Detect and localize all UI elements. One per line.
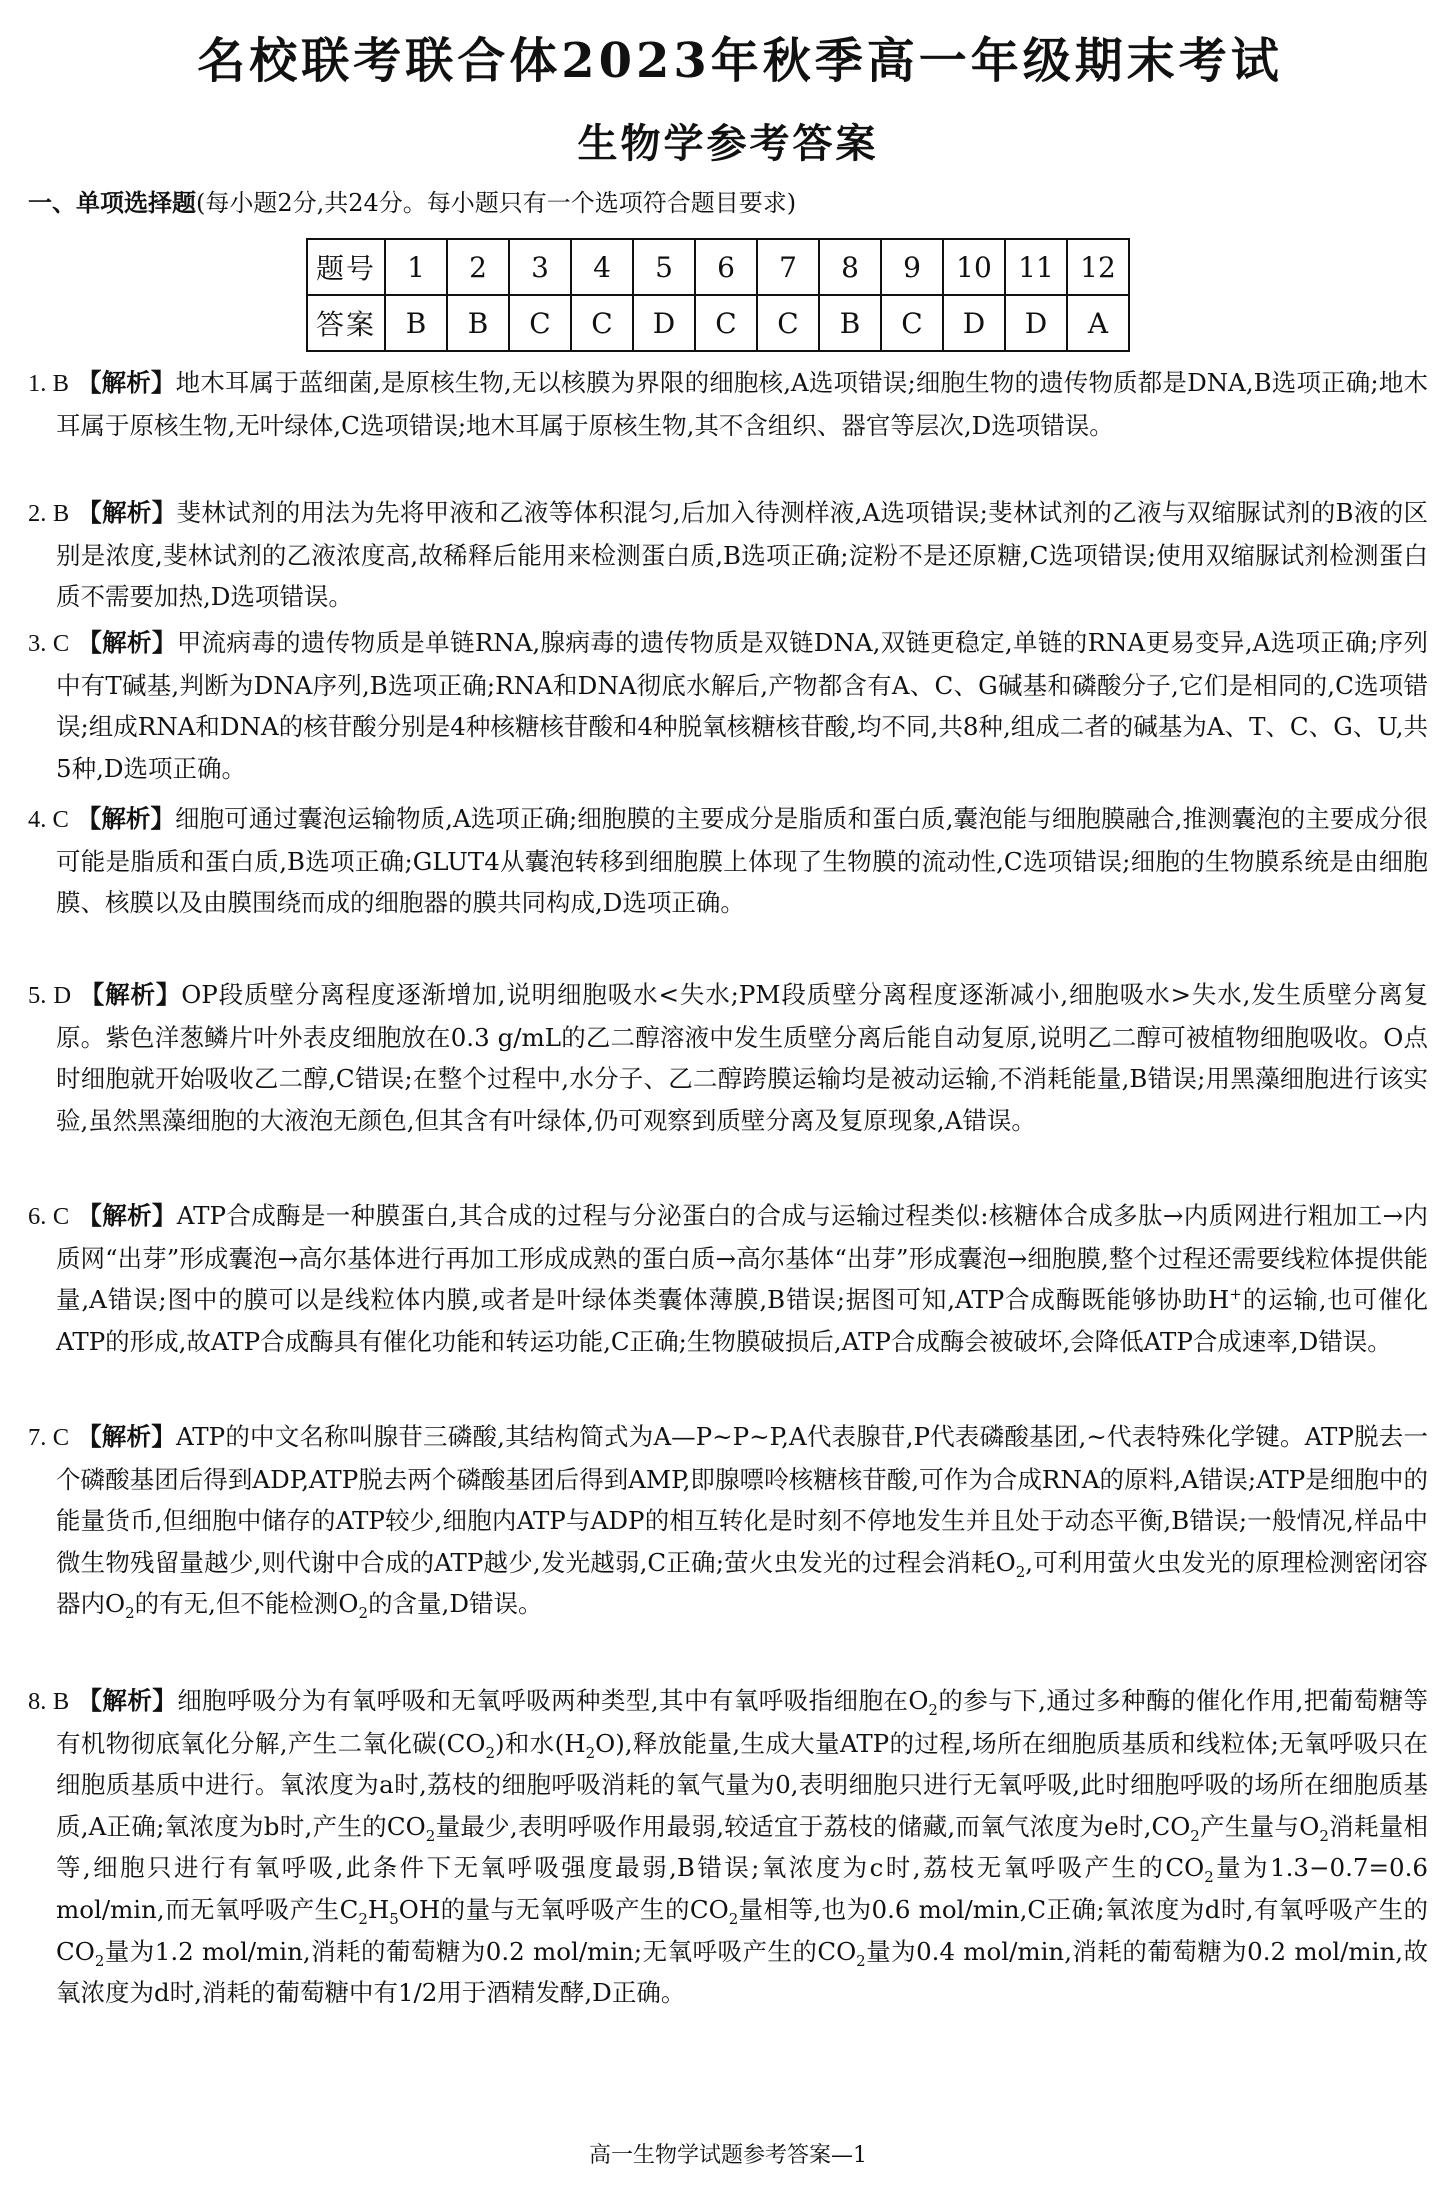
answer-cell: B [447, 295, 509, 351]
question-number: 7 [757, 239, 819, 295]
explanation-q5 [28, 974, 1428, 1141]
answer-cell: A [1067, 295, 1129, 351]
explanation-text: 细胞呼吸分为有氧呼吸和无氧呼吸两种类型,其中有氧呼吸指细胞在$O_2$的参与下,通过多种酶的催化作用,把葡萄糖等有机物彻底氧化分解,产生二氧化碳$(CO_2)$和水$(H_2O)$,释放能量,生成大量ATP的过程,场所在细胞质基质和线粒体;无氧呼吸只在细胞质基质中进行。氧浓度为a时,荔枝的细胞呼吸消耗的氧气量为0,表明细胞只进行无氧呼吸,此时细胞呼吸的场所在细胞质基质,A正确;氧浓度为b时,产生的$CO_2$量最少,表明呼吸作用最弱,较适宜于荔枝的储藏,而氧气浓度为e时$,CO_2$产生量与$O_2$消耗量相等,细胞只进行有氧呼吸,此条件下无氧呼吸强度最弱,B错误;氧浓度为c时,荔枝无氧呼吸产生的$CO_2$量为1.3−0.7=0.6 mol/min,而无氧呼吸产生$C_2H_5OH$的量与无氧呼吸产生的$CO_2$量相等,也为0.6 mol/min,C正确;氧浓度为d时,有氧呼吸产生的$CO_2$量为1.2 mol/min,消耗的葡萄糖为0.2 mol/min;无氧呼吸产生的$CO_2$量为0.4 mol/min,消耗的葡萄糖为0.2 mol/min,故氧浓度为d时,消耗的葡萄糖中有1/2用于酒精发酵,D正确。 [56, 1686, 1429, 2008]
answer-cell: C [881, 295, 943, 351]
explanation-text: 细胞可通过囊泡运输物质,A选项正确;细胞膜的主要成分是脂质和蛋白质,囊泡能与细胞膜融合,推测囊泡的主要成分很可能是脂质和蛋白质,B选项正确;GLUT4从囊泡转移到细胞膜上体现了生物膜的流动性,C选项错误;细胞的生物膜系统是由细胞膜、核膜以及由膜围绕而成的细胞器的膜共同构成,D选项正确。 [56, 804, 1429, 918]
answer-cell: D [943, 295, 1005, 351]
analysis-tag: 【解析】 [76, 804, 176, 833]
explanation-text: OP段质壁分离程度逐渐增加,说明细胞吸水<失水;PM段质壁分离程度逐渐减小,细胞吸水>失水,发生质壁分离复原。紫色洋葱鳞片叶外表皮细胞放在0.3 g/mL的乙二醇溶液中发生质壁分离后能自动复原,说明乙二醇可被植物细胞吸收。O点时细胞就开始吸收乙二醇,C错误;在整个过程中,水分子、乙二醇跨膜运输均是被动运输,不消耗能量,B错误;用黑藻细胞进行该实验,虽然黑藻细胞的大液泡无颜色,但其含有叶绿体,仍可观察到质壁分离及复原现象,A错误。 [56, 980, 1428, 1135]
analysis-tag: 【解析】 [77, 498, 177, 527]
explanation-text: 地木耳属于蓝细菌,是原核生物,无以核膜为界限的细胞核,A选项错误;细胞生物的遗传物质都是DNA,B选项正确;地木耳属于原核生物,无叶绿体,C选项错误;地木耳属于原核生物,其不含组织、器官等层次,D选项错误。 [56, 368, 1428, 440]
explanation-q4 [28, 798, 1428, 924]
analysis-tag: 【解析】 [76, 368, 176, 397]
question-number: 2 [447, 239, 509, 295]
row-label-answer: 答案 [307, 295, 385, 351]
question-answer: 2. B [28, 500, 70, 527]
question-number: 6 [695, 239, 757, 295]
exam-title: 名校联考联合体2023年秋季高一年级期末考试 [197, 33, 1283, 89]
answer-cell: C [509, 295, 571, 351]
row-label-number: 题号 [307, 239, 385, 295]
answer-table [306, 238, 1130, 352]
question-number: 1 [385, 239, 447, 295]
question-number: 3 [509, 239, 571, 295]
answer-row [307, 295, 1129, 351]
question-answer: 7. C [28, 1424, 70, 1451]
analysis-tag: 【解析】 [77, 1422, 176, 1451]
question-answer: 1. B [28, 370, 69, 397]
question-number: 8 [819, 239, 881, 295]
question-answer: 6. C [28, 1203, 70, 1230]
answer-cell: D [633, 295, 695, 351]
explanation-text: ATP合成酶是一种膜蛋白,其合成的过程与分泌蛋白的合成与运输过程类似:核糖体合成多肽→内质网进行粗加工→内质网“出芽”形成囊泡→高尔基体进行再加工形成成熟的蛋白质→高尔基体“出芽”形成囊泡→细胞膜,整个过程还需要线粒体提供能量,A错误;图中的膜可以是线粒体内膜,或者是叶绿体类囊体薄膜,B错误;据图可知,ATP合成酶既能够协助H+的运输,也可催化ATP的形成,故ATP合成酶具有催化功能和转运功能,C正确;生物膜破损后,ATP合成酶会被破坏,会降低ATP合成速率,D错误。 [56, 1201, 1428, 1356]
answer-cell: B [819, 295, 881, 351]
page-subtitle: 生物学参考答案 [577, 120, 879, 167]
explanation-q3 [28, 622, 1428, 789]
section-note: (每小题2分,共24分。每小题只有一个选项符合题目要求) [196, 189, 797, 217]
explanation-text: 甲流病毒的遗传物质是单链RNA,腺病毒的遗传物质是双链DNA,双链更稳定,单链的RNA更易变异,A选项正确;序列中有T碱基,判断为DNA序列,B选项正确;RNA和DNA彻底水解后,产物都含有A、C、G碱基和磷酸分子,它们是相同的,C选项错误;组成RNA和DNA的核苷酸分别是4种核糖核苷酸和4种脱氧核糖核苷酸,均不同,共8种,组成二者的碱基为A、T、C、G、U,共5种,D选项正确。 [56, 628, 1428, 783]
answer-cell: C [695, 295, 757, 351]
question-number: 11 [1005, 239, 1067, 295]
answer-cell: D [1005, 295, 1067, 351]
analysis-tag: 【解析】 [79, 980, 182, 1009]
explanation-q7 [28, 1416, 1428, 1625]
question-answer: 4. C [28, 806, 69, 833]
question-answer: 8. B [28, 1688, 70, 1715]
answer-cell: B [385, 295, 447, 351]
answer-cell: C [757, 295, 819, 351]
analysis-tag: 【解析】 [77, 628, 177, 657]
explanation-text: ATP的中文名称叫腺苷三磷酸,其结构简式为A—P~P~P,A代表腺苷,P代表磷酸基团,~代表特殊化学键。ATP脱去一个磷酸基团后得到ADP,ATP脱去两个磷酸基团后得到AMP,即腺嘌呤核糖核苷酸,可作为合成RNA的原料,A错误;ATP是细胞中的能量货币,但细胞中储存的ATP较少,细胞内ATP与ADP的相互转化是时刻不停地发生并且处于动态平衡,B错误;一般情况,样品中微生物残留量越少,则代谢中合成的ATP越少,发光越弱,C正确;萤火虫发光的过程会消耗$O_2$,可利用萤火虫发光的原理检测密闭容器内$O_2$的有无,但不能检测$O_2$的含量,D错误。 [56, 1422, 1429, 1623]
question-answer: 3. C [28, 630, 70, 657]
page-footer: 高一生物学试题参考答案—1 [589, 2143, 867, 2168]
section-heading [28, 183, 796, 218]
analysis-tag: 【解析】 [77, 1686, 178, 1715]
question-number: 9 [881, 239, 943, 295]
explanation-q2 [28, 492, 1428, 618]
explanation-text: 斐林试剂的用法为先将甲液和乙液等体积混匀,后加入待测样液,A选项错误;斐林试剂的乙液与双缩脲试剂的B液的区别是浓度,斐林试剂的乙液浓度高,故稀释后能用来检测蛋白质,B选项正确;淀粉不是还原糖,C选项错误;使用双缩脲试剂检测蛋白质不需要加热,D选项错误。 [56, 498, 1429, 612]
answer-cell: C [571, 295, 633, 351]
explanation-q1 [28, 362, 1428, 446]
question-number: 5 [633, 239, 695, 295]
question-answer: 5. D [28, 982, 72, 1009]
question-number-row [307, 239, 1129, 295]
question-number: 12 [1067, 239, 1129, 295]
analysis-tag: 【解析】 [77, 1201, 177, 1230]
question-number: 4 [571, 239, 633, 295]
question-number: 10 [943, 239, 1005, 295]
explanation-q6 [28, 1195, 1428, 1362]
explanation-q8 [28, 1680, 1428, 2014]
section-title: 一、单项选择题 [28, 188, 196, 217]
